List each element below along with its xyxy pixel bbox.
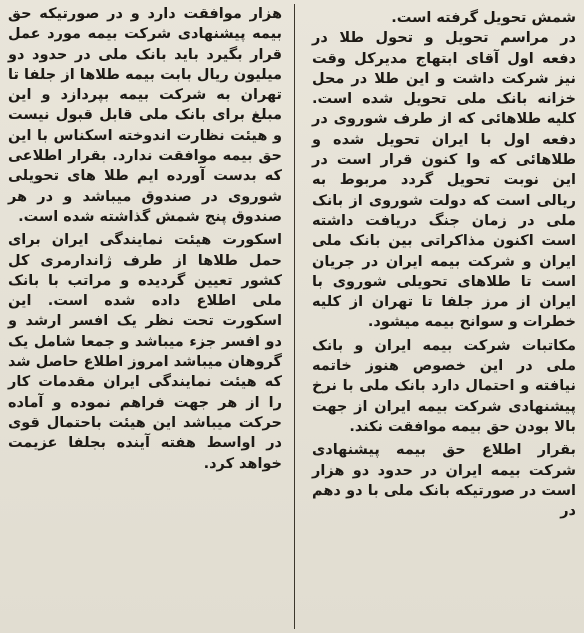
right-paragraph-1: شمش تحویل گرفته است.: [391, 10, 576, 26]
right-paragraph-3: مکاتبات شرکت بیمه ایران و بانک ملی در این خصوص هنوز خاتمه نیافته و احتمال دارد بانک ملی با نرخ پیشنهادی شرکت بیمه ایران از جهت بالا بودن حق بیمه موافقت نکند.: [312, 337, 576, 435]
column-divider: [294, 4, 295, 629]
left-paragraph-2: اسکورت هیئت نمایندگی ایران برای حمل طلاها از طرف ژاندارمری کل کشور تعیین گردیده و مراتب با بانک ملی اطلاع داده شده است. این اسکورت تحت نظر یک افسر ارشد و دو افسر جزء میباشد و جمعا شامل یک گروهان میباشد امروز اطلاع حاصل شد که هیئت نمایندگی ایران مقدمات کار را از هر جهت فراهم نموده و آماده حرکت میباشد این هیئت باحتمال قوی در اواسط هفته آینده بجلفا عزیمت خواهد کرد.: [8, 232, 282, 472]
article-column-right: [302, 0, 584, 633]
left-paragraph-1: هزار موافقت دارد و در صورتیکه حق بیمه پیشنهادی شرکت بیمه مورد عمل قرار بگیرد باید بانک ملی در حدود دو میلیون ریال بابت بیمه طلاها از جلفا تا تهران به شرکت بیمه بپردازد و این مبلغ برای بانک ملی قابل قبول نیست و هیئت نظارت اندوخته اسکناس با این حق بیمه موافقت ندارد. بقرار اطلاعی که بدست آورده ایم طلا های تحویلی شوروی در صندوق میباشد و در هر صندوق پنج شمش گذاشته شده است.: [8, 6, 282, 225]
right-paragraph-2: در مراسم تحویل و تحول طلا در دفعه اول آقای ابتهاج مدیرکل وقت نیز شرکت داشت و این طلا در محل خزانه بانک ملی تحویل شده است. کلیه طلاهائی که از طرف شوروی در دفعه اول با ایران تحویل شده و طلاهائی که وا کنون قرار است در این نوبت تحویل گردد مربوط به ریالی است که دولت شوروی از بانک ملی در زمان جنگ دریافت داشته است اکنون مذاکراتی بین بانک ملی ایران و شرکت بیمه ایران در جریان است تا طلاهای تحویلی شوروی با ایران از مرز جلفا تا تهران از کلیه خطرات و سوانح بیمه میشود.: [312, 30, 576, 331]
right-paragraph-4: بقرار اطلاع حق بیمه پیشنهادی شرکت بیمه ایران در حدود دو هزار است در صورتیکه بانک ملی با دو دهم در: [312, 442, 576, 520]
